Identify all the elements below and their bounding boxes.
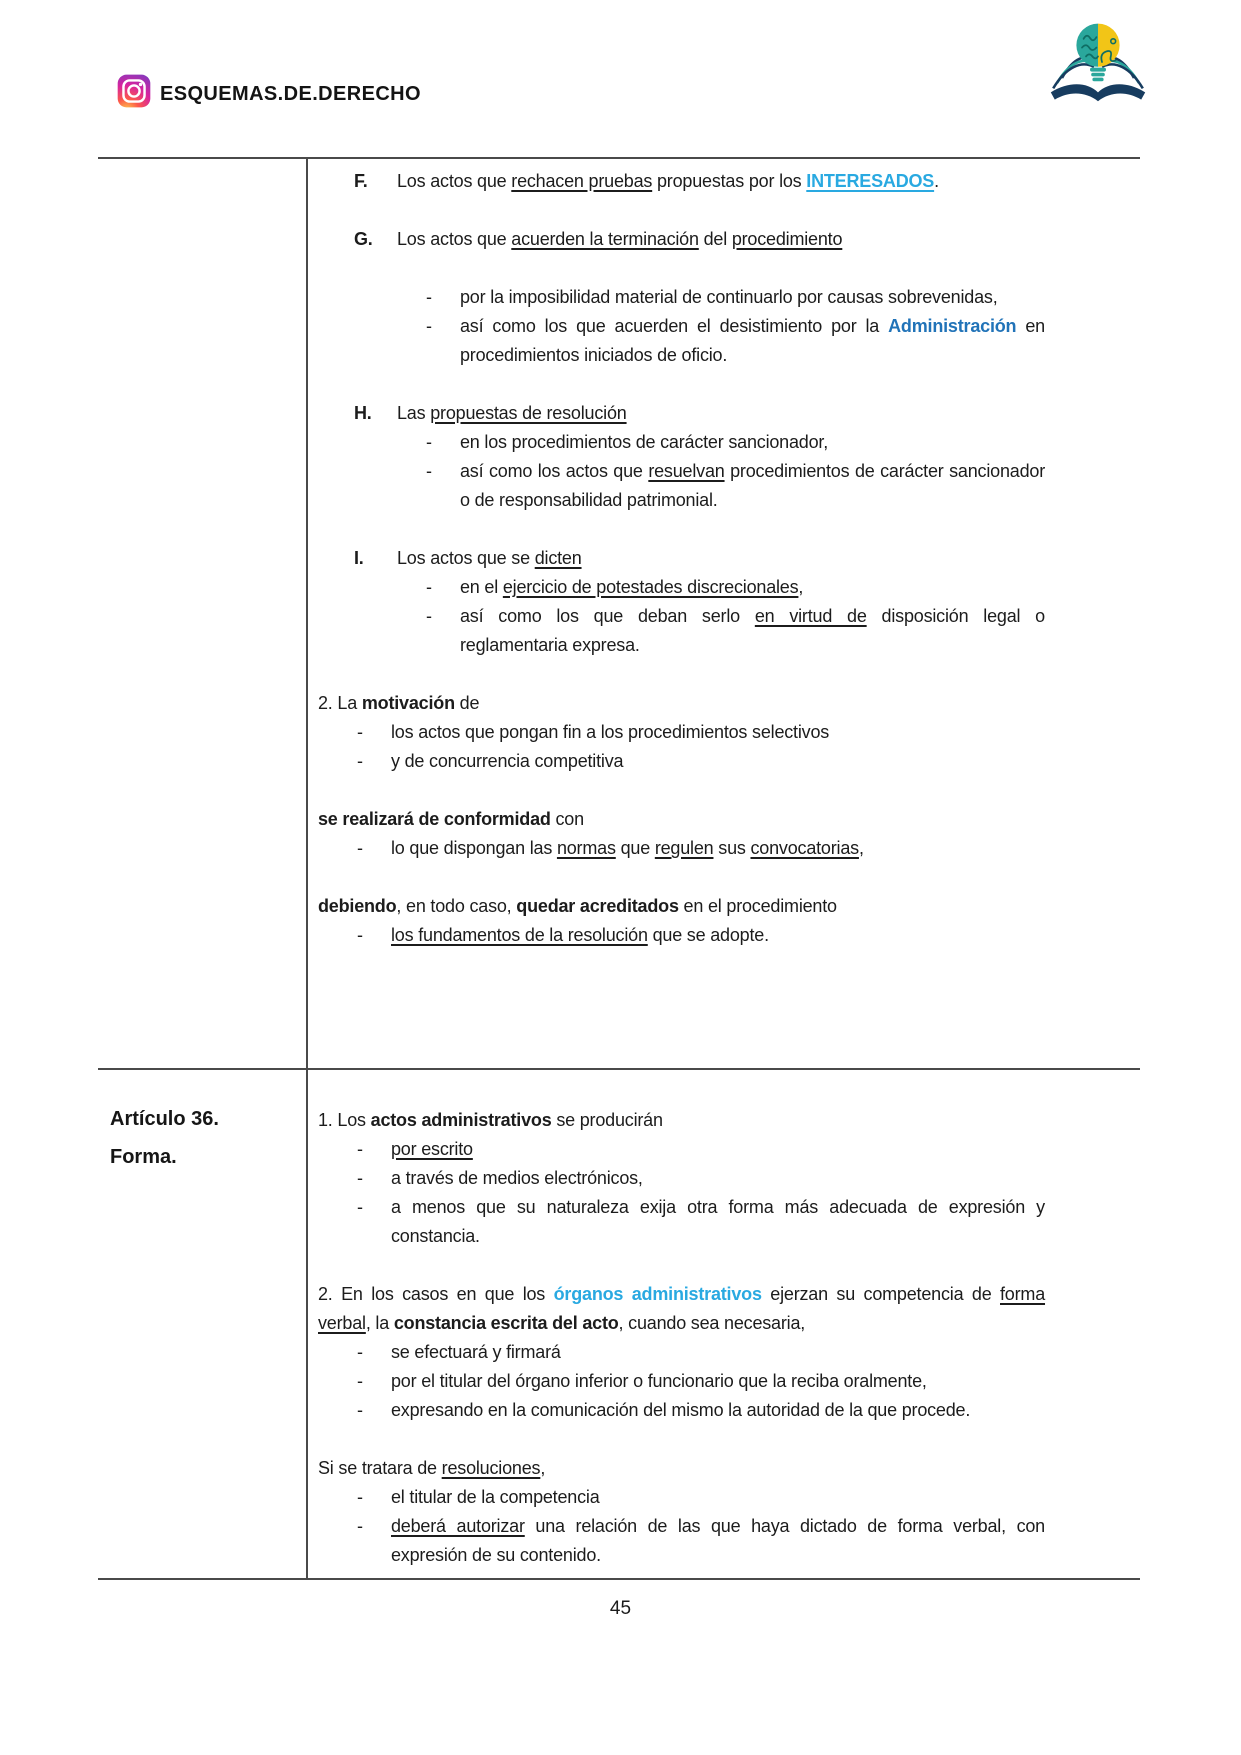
brain-bulb-book-logo-icon bbox=[1046, 12, 1150, 120]
paragraph-text: así como los actos que resuelvan procedimientos de carácter sancionador o de responsabilidad patrimonial. bbox=[460, 461, 1045, 510]
dash-item bbox=[318, 312, 1045, 370]
dash-marker: - bbox=[357, 1342, 363, 1362]
dash-marker: - bbox=[357, 1487, 363, 1507]
article-label-cell bbox=[98, 159, 308, 1068]
paragraph-text: Los actos que rechacen pruebas propuestas por los INTERESADOS. bbox=[397, 171, 939, 191]
letter-item bbox=[318, 399, 1045, 428]
dash-marker: - bbox=[426, 461, 432, 481]
dash-marker: - bbox=[357, 751, 363, 771]
dash-item bbox=[318, 747, 1045, 776]
paragraph-spacer bbox=[318, 863, 1045, 892]
letter-item bbox=[318, 544, 1045, 573]
paragraph-text: 2. La motivación de bbox=[318, 693, 480, 713]
dash-item bbox=[318, 1164, 1045, 1193]
dash-marker: - bbox=[426, 606, 432, 626]
dash-marker: - bbox=[426, 316, 432, 336]
paragraph-spacer bbox=[318, 660, 1045, 689]
article-label: Artículo 36. bbox=[110, 1108, 219, 1130]
schema-table bbox=[98, 157, 1140, 1580]
paragraph bbox=[318, 1280, 1045, 1338]
paragraph-spacer bbox=[318, 254, 1045, 283]
dash-item bbox=[318, 602, 1045, 660]
paragraph-spacer bbox=[318, 196, 1045, 225]
paragraph-text: y de concurrencia competitiva bbox=[391, 751, 624, 771]
dash-marker: - bbox=[426, 577, 432, 597]
paragraph-text: en los procedimientos de carácter sancionador, bbox=[460, 432, 829, 452]
dash-marker: - bbox=[426, 287, 432, 307]
paragraph-text: así como los que deban serlo en virtud de disposición legal o reglamentaria expresa. bbox=[460, 606, 1045, 655]
paragraph-text: a menos que su naturaleza exija otra forma más adecuada de expresión y constancia. bbox=[391, 1197, 1045, 1246]
instagram-icon bbox=[117, 74, 151, 108]
article-content-cell bbox=[308, 1070, 1140, 1578]
paragraph-text: a través de medios electrónicos, bbox=[391, 1168, 643, 1188]
dash-marker: - bbox=[426, 432, 432, 452]
table-row bbox=[98, 159, 1140, 1070]
dash-marker: - bbox=[357, 1516, 363, 1536]
paragraph-text: por escrito bbox=[391, 1139, 473, 1159]
paragraph-text: por la imposibilidad material de continuarlo por causas sobrevenidas, bbox=[460, 287, 998, 307]
paragraph-text: Los actos que acuerden la terminación del procedimiento bbox=[397, 229, 843, 249]
paragraph bbox=[318, 892, 1045, 921]
dash-marker: - bbox=[357, 1139, 363, 1159]
paragraph bbox=[318, 689, 1045, 718]
paragraph-text: expresando en la comunicación del mismo la autoridad de la que procede. bbox=[391, 1400, 971, 1420]
letter-marker: H. bbox=[354, 403, 372, 423]
paragraph-text: los actos que pongan fin a los procedimientos selectivos bbox=[391, 722, 830, 742]
dash-marker: - bbox=[357, 1371, 363, 1391]
page-number: 45 bbox=[609, 1598, 632, 1619]
paragraph bbox=[318, 805, 1045, 834]
paragraph-text: debiendo, en todo caso, quedar acreditados en el procedimiento bbox=[318, 896, 837, 916]
paragraph-spacer bbox=[318, 1425, 1045, 1454]
paragraph-text: por el titular del órgano inferior o funcionario que la reciba oralmente, bbox=[391, 1371, 927, 1391]
dash-marker: - bbox=[357, 1168, 363, 1188]
brand-title: ESQUEMAS.DE.DERECHO bbox=[160, 83, 421, 105]
paragraph bbox=[318, 1106, 1045, 1135]
dash-item bbox=[318, 1483, 1045, 1512]
letter-marker: F. bbox=[354, 171, 368, 191]
dash-marker: - bbox=[357, 722, 363, 742]
dash-item bbox=[318, 1193, 1045, 1251]
dash-item bbox=[318, 834, 1045, 863]
dash-item bbox=[318, 1135, 1045, 1164]
letter-item bbox=[318, 167, 1045, 196]
dash-item bbox=[318, 921, 1045, 950]
dash-marker: - bbox=[357, 838, 363, 858]
dash-item bbox=[318, 1512, 1045, 1570]
dash-marker: - bbox=[357, 925, 363, 945]
paragraph-text: Los actos que se dicten bbox=[397, 548, 582, 568]
paragraph-text: Las propuestas de resolución bbox=[397, 403, 627, 423]
dash-item bbox=[318, 573, 1045, 602]
paragraph-text: se efectuará y firmará bbox=[391, 1342, 561, 1362]
dash-item bbox=[318, 283, 1045, 312]
paragraph-text: los fundamentos de la resolución que se adopte. bbox=[391, 925, 769, 945]
paragraph-text: así como los que acuerden el desistimiento por la Administración en procedimientos iniciados de oficio. bbox=[460, 316, 1045, 365]
paragraph-text: lo que dispongan las normas que regulen sus convocatorias, bbox=[391, 838, 864, 858]
paragraph bbox=[318, 1454, 1045, 1483]
dash-item bbox=[318, 1338, 1045, 1367]
paragraph-text: el titular de la competencia bbox=[391, 1487, 600, 1507]
dash-item bbox=[318, 1367, 1045, 1396]
paragraph-text: en el ejercicio de potestades discrecionales, bbox=[460, 577, 804, 597]
paragraph-spacer bbox=[318, 370, 1045, 399]
letter-marker: I. bbox=[354, 548, 364, 568]
paragraph-text: se realizará de conformidad con bbox=[318, 809, 584, 829]
dash-item bbox=[318, 718, 1045, 747]
article-label-cell bbox=[98, 1070, 308, 1578]
paragraph-text: 2. En los casos en que los órganos administrativos ejerzan su competencia de forma verbal, la constancia escrita del acto, cuando sea necesaria, bbox=[318, 1284, 1046, 1333]
dash-item bbox=[318, 428, 1045, 457]
letter-item bbox=[318, 225, 1045, 254]
article-content-cell bbox=[308, 159, 1140, 1068]
article-label: Forma. bbox=[110, 1146, 177, 1168]
paragraph-text: 1. Los actos administrativos se producirán bbox=[318, 1110, 663, 1130]
dash-marker: - bbox=[357, 1197, 363, 1217]
paragraph-spacer bbox=[318, 776, 1045, 805]
dash-item bbox=[318, 457, 1045, 515]
dash-marker: - bbox=[357, 1400, 363, 1420]
page-header bbox=[0, 0, 1241, 157]
paragraph-text: Si se tratara de resoluciones, bbox=[318, 1458, 546, 1478]
paragraph-spacer bbox=[318, 1251, 1045, 1280]
paragraph-text: deberá autorizar una relación de las que haya dictado de forma verbal, con expresión de su contenido. bbox=[391, 1516, 1045, 1565]
paragraph-spacer bbox=[318, 515, 1045, 544]
letter-marker: G. bbox=[354, 229, 373, 249]
dash-item bbox=[318, 1396, 1045, 1425]
table-row bbox=[98, 1070, 1140, 1580]
